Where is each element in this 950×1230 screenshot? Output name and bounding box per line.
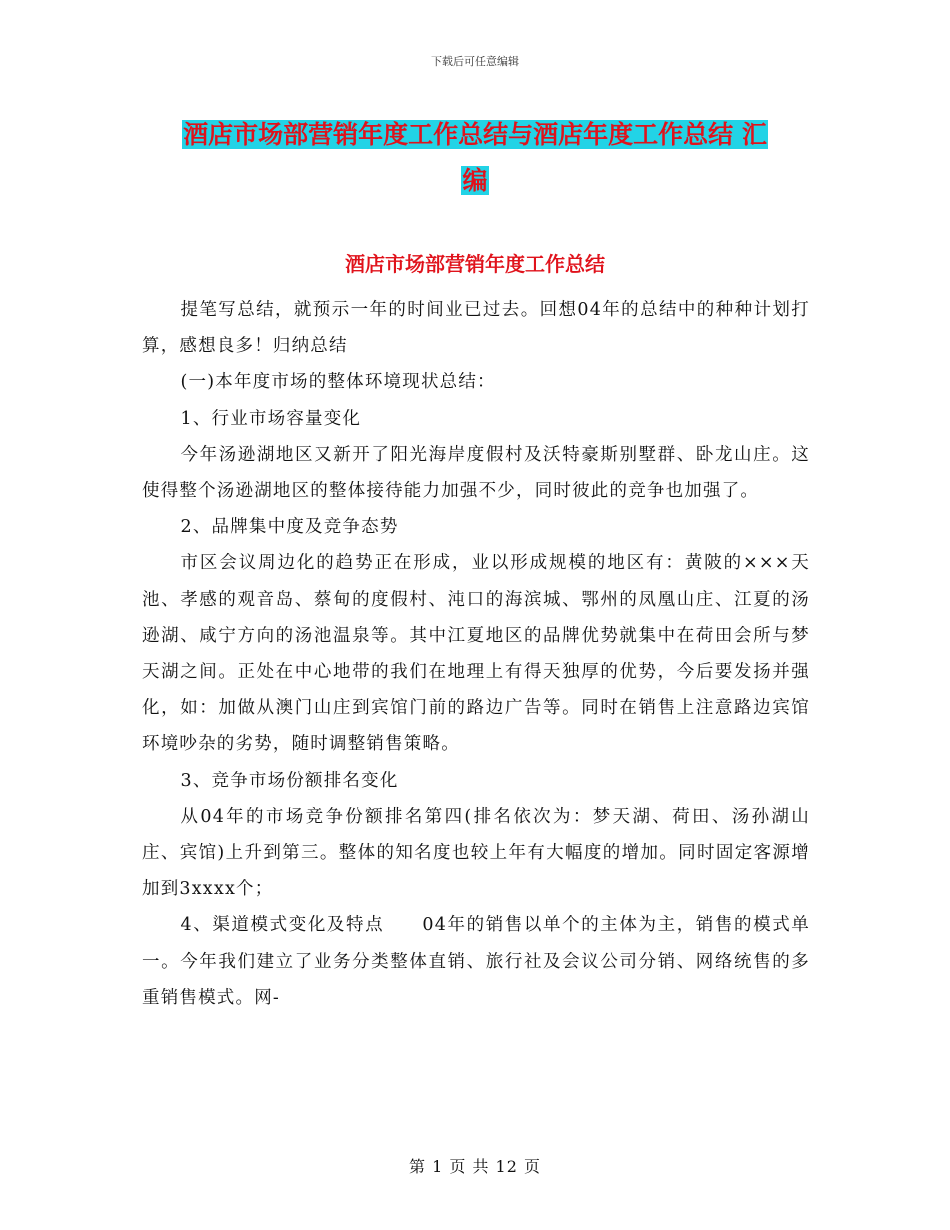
paragraph-channel-model: 4、渠道模式变化及特点 04年的销售以单个的主体为主，销售的模式单一。今年我们建立了业务分类整体直销、旅行社及会议公司分销、网络统售的多重销售模式。网-: [142, 915, 810, 1008]
heading-market-share: 3、竞争市场份额排名变化: [180, 770, 399, 791]
page-number: 第 1 页 共 12 页: [409, 1157, 541, 1176]
document-body: [142, 292, 810, 1016]
document-title: [140, 112, 810, 204]
paragraph-intro: 提笔写总结，就预示一年的时间业已过去。回想04年的总结中的种种计划打算，感想良多！归纳总结: [142, 300, 810, 357]
header-note: 下载后可任意编辑: [431, 55, 519, 68]
document-title-line-1: 酒店市场部营销年度工作总结与酒店年度工作总结 汇: [183, 120, 767, 149]
heading-brand-concentration: 2、品牌集中度及竞争态势: [180, 517, 399, 538]
section-title: 酒店市场部营销年度工作总结: [345, 252, 605, 276]
paragraph-market-capacity: 今年汤逊湖地区又新开了阳光海岸度假村及沃特豪斯别墅群、卧龙山庄。这使得整个汤逊湖地区的整体接待能力加强不少，同时彼此的竞争也加强了。: [142, 444, 810, 502]
paragraph-market-share: 从04年的市场竞争份额排名第四(排名依次为：梦天湖、荷田、汤孙湖山庄、宾馆)上升到第三。整体的知名度也较上年有大幅度的增加。同时固定客源增加到3xxxx个；: [142, 806, 810, 900]
heading-overall-environment: (一)本年度市场的整体环境现状总结：: [180, 372, 496, 393]
document-title-line-2: 编: [462, 166, 488, 195]
paragraph-brand-concentration: 市区会议周边化的趋势正在形成，业以形成规模的地区有：黄陂的×××天池、孝感的观音岛、蔡甸的度假村、沌口的海滨城、鄂州的凤凰山庄、江夏的汤逊湖、咸宁方向的汤池温泉等。其中江夏地区的品牌优势就集中在荷田会所与梦天湖之间。正处在中心地带的我们在地理上有得天独厚的优势，今后要发扬并强化，如：加做从澳门山庄到宾馆门前的路边广告等。同时在销售上注意路边宾馆环境吵杂的劣势，随时调整销售策略。: [142, 553, 810, 755]
heading-market-capacity: 1、行业市场容量变化: [180, 408, 362, 429]
